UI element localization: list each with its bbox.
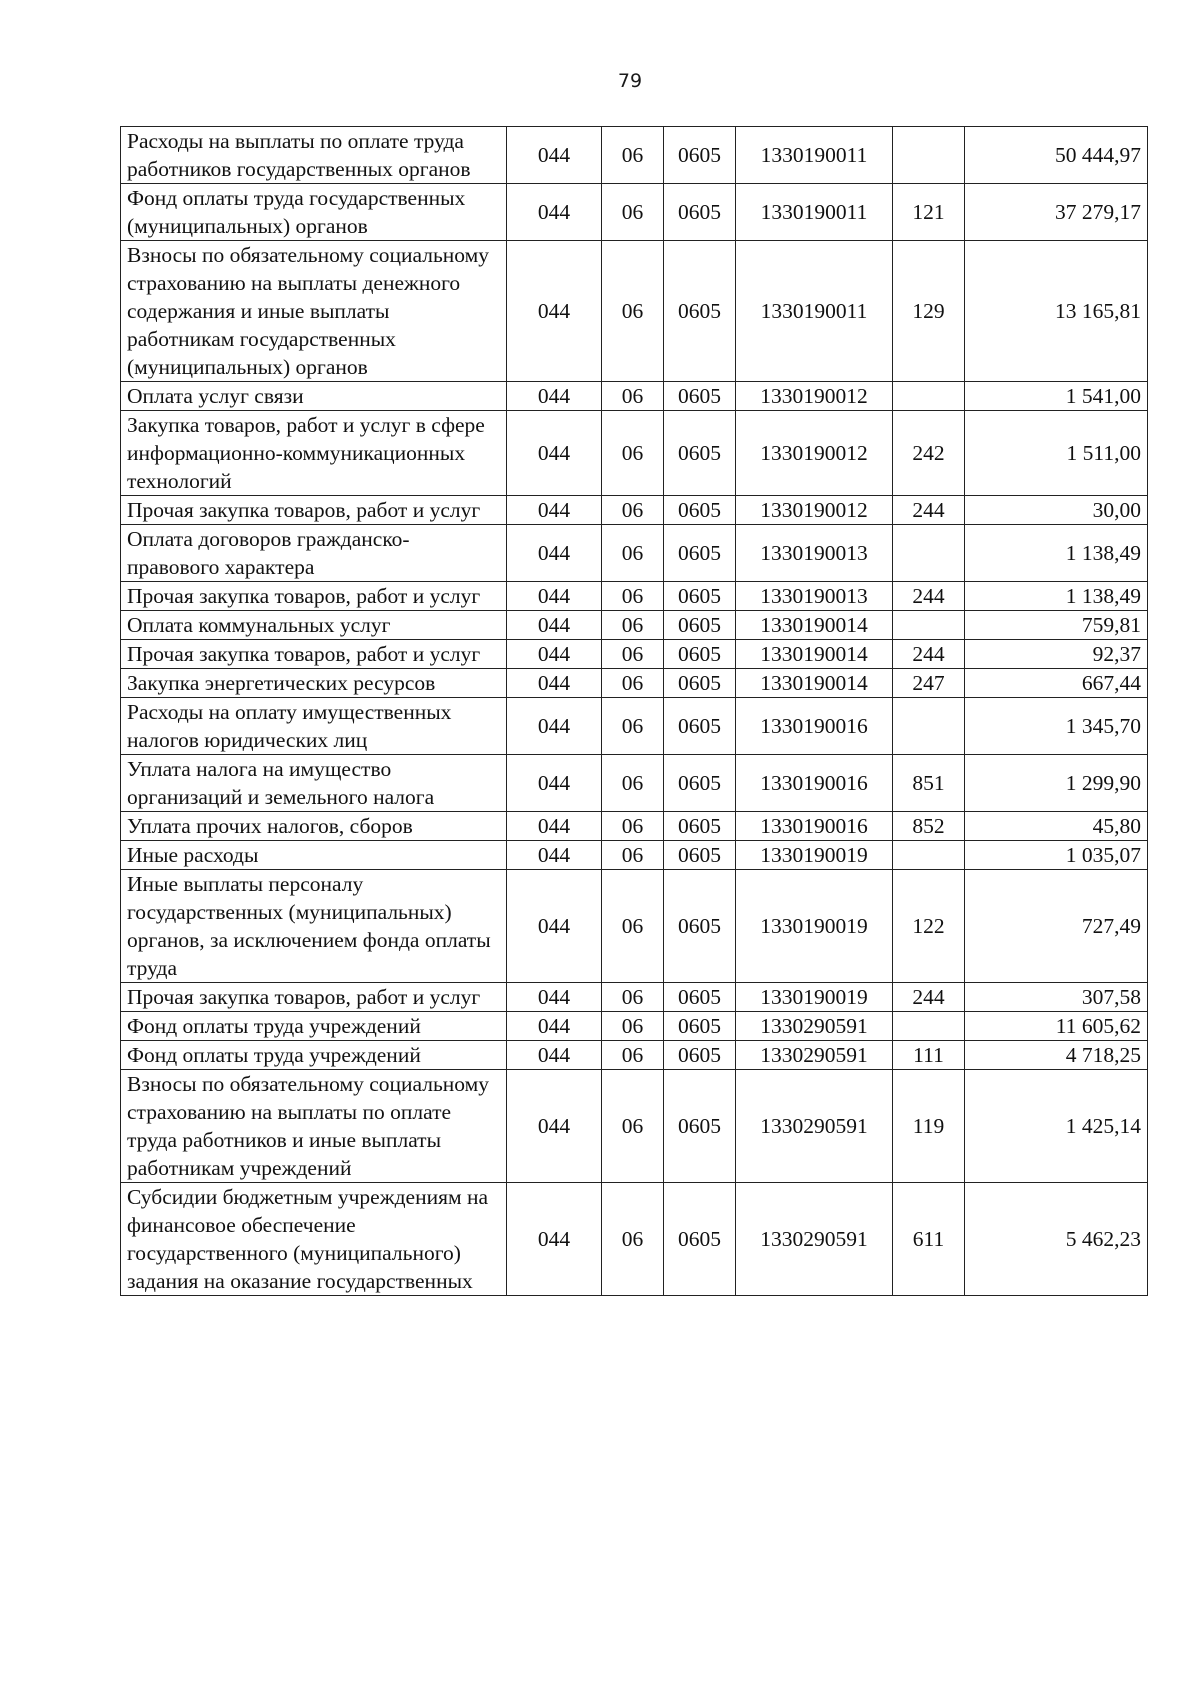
amount-cell: 727,49 xyxy=(965,870,1148,983)
expense-name-cell: Закупка товаров, работ и услуг в сфере информационно-коммуникационных технологий xyxy=(121,411,507,496)
table-row xyxy=(121,1070,1148,1183)
table-row xyxy=(121,411,1148,496)
expense-type-code-cell: 244 xyxy=(893,983,965,1012)
expense-type-code-cell xyxy=(893,382,965,411)
table-row xyxy=(121,127,1148,184)
amount-cell: 667,44 xyxy=(965,669,1148,698)
expense-type-code-cell: 852 xyxy=(893,812,965,841)
amount-cell: 37 279,17 xyxy=(965,184,1148,241)
amount-cell: 1 511,00 xyxy=(965,411,1148,496)
amount-cell: 1 541,00 xyxy=(965,382,1148,411)
target-item-code-cell: 1330190011 xyxy=(736,184,893,241)
budget-table xyxy=(120,126,1148,1296)
section-code-cell: 06 xyxy=(602,983,664,1012)
department-code-cell: 044 xyxy=(507,640,602,669)
expense-type-code-cell xyxy=(893,1012,965,1041)
table-row xyxy=(121,698,1148,755)
expense-name-cell: Иные выплаты персоналу государственных (муниципальных) органов, за исключением фонда оплаты труда xyxy=(121,870,507,983)
section-code-cell: 06 xyxy=(602,1012,664,1041)
subsection-code-cell: 0605 xyxy=(664,669,736,698)
expense-type-code-cell: 851 xyxy=(893,755,965,812)
amount-cell: 1 035,07 xyxy=(965,841,1148,870)
department-code-cell: 044 xyxy=(507,1183,602,1296)
section-code-cell: 06 xyxy=(602,496,664,525)
expense-name-cell: Взносы по обязательному социальному страхованию на выплаты по оплате труда работников и иные выплаты работникам учреждений xyxy=(121,1070,507,1183)
department-code-cell: 044 xyxy=(507,496,602,525)
department-code-cell: 044 xyxy=(507,382,602,411)
amount-cell: 50 444,97 xyxy=(965,127,1148,184)
table-row xyxy=(121,669,1148,698)
expense-name-cell: Прочая закупка товаров, работ и услуг xyxy=(121,496,507,525)
section-code-cell: 06 xyxy=(602,812,664,841)
expense-name-cell: Взносы по обязательному социальному страхованию на выплаты денежного содержания и иные выплаты работникам государственных (муниципальных) органов xyxy=(121,241,507,382)
amount-cell: 1 425,14 xyxy=(965,1070,1148,1183)
department-code-cell: 044 xyxy=(507,611,602,640)
table-row xyxy=(121,1183,1148,1296)
target-item-code-cell: 1330290591 xyxy=(736,1012,893,1041)
target-item-code-cell: 1330290591 xyxy=(736,1183,893,1296)
subsection-code-cell: 0605 xyxy=(664,241,736,382)
target-item-code-cell: 1330190014 xyxy=(736,611,893,640)
target-item-code-cell: 1330190016 xyxy=(736,812,893,841)
table-row xyxy=(121,241,1148,382)
expense-type-code-cell: 242 xyxy=(893,411,965,496)
department-code-cell: 044 xyxy=(507,1012,602,1041)
section-code-cell: 06 xyxy=(602,382,664,411)
section-code-cell: 06 xyxy=(602,241,664,382)
department-code-cell: 044 xyxy=(507,1041,602,1070)
department-code-cell: 044 xyxy=(507,870,602,983)
expense-name-cell: Расходы на оплату имущественных налогов юридических лиц xyxy=(121,698,507,755)
subsection-code-cell: 0605 xyxy=(664,698,736,755)
expense-type-code-cell xyxy=(893,127,965,184)
expense-type-code-cell: 244 xyxy=(893,640,965,669)
amount-cell: 45,80 xyxy=(965,812,1148,841)
section-code-cell: 06 xyxy=(602,127,664,184)
amount-cell: 4 718,25 xyxy=(965,1041,1148,1070)
expense-type-code-cell: 122 xyxy=(893,870,965,983)
expense-name-cell: Уплата налога на имущество организаций и земельного налога xyxy=(121,755,507,812)
expense-name-cell: Фонд оплаты труда государственных (муниципальных) органов xyxy=(121,184,507,241)
expense-name-cell: Фонд оплаты труда учреждений xyxy=(121,1041,507,1070)
amount-cell: 1 299,90 xyxy=(965,755,1148,812)
department-code-cell: 044 xyxy=(507,127,602,184)
table-row xyxy=(121,496,1148,525)
department-code-cell: 044 xyxy=(507,698,602,755)
table-row xyxy=(121,870,1148,983)
target-item-code-cell: 1330190016 xyxy=(736,698,893,755)
target-item-code-cell: 1330290591 xyxy=(736,1070,893,1183)
section-code-cell: 06 xyxy=(602,184,664,241)
subsection-code-cell: 0605 xyxy=(664,582,736,611)
target-item-code-cell: 1330190019 xyxy=(736,870,893,983)
expense-name-cell: Субсидии бюджетным учреждениям на финансовое обеспечение государственного (муниципального) задания на оказание государственных xyxy=(121,1183,507,1296)
subsection-code-cell: 0605 xyxy=(664,870,736,983)
subsection-code-cell: 0605 xyxy=(664,611,736,640)
page-number: 79 xyxy=(617,70,643,92)
table-row xyxy=(121,640,1148,669)
expense-name-cell: Прочая закупка товаров, работ и услуг xyxy=(121,582,507,611)
table-row xyxy=(121,1041,1148,1070)
table-row xyxy=(121,525,1148,582)
expense-name-cell: Прочая закупка товаров, работ и услуг xyxy=(121,983,507,1012)
section-code-cell: 06 xyxy=(602,841,664,870)
section-code-cell: 06 xyxy=(602,411,664,496)
subsection-code-cell: 0605 xyxy=(664,411,736,496)
department-code-cell: 044 xyxy=(507,669,602,698)
table-row xyxy=(121,1012,1148,1041)
expense-type-code-cell: 244 xyxy=(893,496,965,525)
target-item-code-cell: 1330190014 xyxy=(736,640,893,669)
subsection-code-cell: 0605 xyxy=(664,525,736,582)
expense-name-cell: Оплата коммунальных услуг xyxy=(121,611,507,640)
subsection-code-cell: 0605 xyxy=(664,983,736,1012)
expense-name-cell: Фонд оплаты труда учреждений xyxy=(121,1012,507,1041)
department-code-cell: 044 xyxy=(507,241,602,382)
department-code-cell: 044 xyxy=(507,983,602,1012)
table-row xyxy=(121,382,1148,411)
expense-type-code-cell: 611 xyxy=(893,1183,965,1296)
section-code-cell: 06 xyxy=(602,755,664,812)
section-code-cell: 06 xyxy=(602,640,664,669)
amount-cell: 11 605,62 xyxy=(965,1012,1148,1041)
amount-cell: 92,37 xyxy=(965,640,1148,669)
expense-type-code-cell: 119 xyxy=(893,1070,965,1183)
expense-name-cell: Прочая закупка товаров, работ и услуг xyxy=(121,640,507,669)
subsection-code-cell: 0605 xyxy=(664,184,736,241)
expense-type-code-cell: 121 xyxy=(893,184,965,241)
table-row xyxy=(121,812,1148,841)
subsection-code-cell: 0605 xyxy=(664,812,736,841)
table-body xyxy=(121,127,1148,1296)
section-code-cell: 06 xyxy=(602,669,664,698)
subsection-code-cell: 0605 xyxy=(664,1041,736,1070)
department-code-cell: 044 xyxy=(507,1070,602,1183)
expense-name-cell: Иные расходы xyxy=(121,841,507,870)
expense-type-code-cell xyxy=(893,611,965,640)
target-item-code-cell: 1330190013 xyxy=(736,525,893,582)
target-item-code-cell: 1330290591 xyxy=(736,1041,893,1070)
section-code-cell: 06 xyxy=(602,698,664,755)
subsection-code-cell: 0605 xyxy=(664,496,736,525)
expense-name-cell: Закупка энергетических ресурсов xyxy=(121,669,507,698)
expense-name-cell: Расходы на выплаты по оплате труда работников государственных органов xyxy=(121,127,507,184)
section-code-cell: 06 xyxy=(602,1041,664,1070)
section-code-cell: 06 xyxy=(602,611,664,640)
expense-type-code-cell: 244 xyxy=(893,582,965,611)
expense-type-code-cell: 247 xyxy=(893,669,965,698)
amount-cell: 5 462,23 xyxy=(965,1183,1148,1296)
expense-type-code-cell: 111 xyxy=(893,1041,965,1070)
target-item-code-cell: 1330190016 xyxy=(736,755,893,812)
target-item-code-cell: 1330190011 xyxy=(736,127,893,184)
target-item-code-cell: 1330190019 xyxy=(736,841,893,870)
expense-type-code-cell xyxy=(893,525,965,582)
target-item-code-cell: 1330190011 xyxy=(736,241,893,382)
section-code-cell: 06 xyxy=(602,525,664,582)
amount-cell: 13 165,81 xyxy=(965,241,1148,382)
section-code-cell: 06 xyxy=(602,582,664,611)
table-row xyxy=(121,184,1148,241)
section-code-cell: 06 xyxy=(602,1183,664,1296)
subsection-code-cell: 0605 xyxy=(664,1183,736,1296)
department-code-cell: 044 xyxy=(507,755,602,812)
amount-cell: 1 345,70 xyxy=(965,698,1148,755)
table-row xyxy=(121,983,1148,1012)
target-item-code-cell: 1330190013 xyxy=(736,582,893,611)
expense-name-cell: Уплата прочих налогов, сборов xyxy=(121,812,507,841)
target-item-code-cell: 1330190019 xyxy=(736,983,893,1012)
subsection-code-cell: 0605 xyxy=(664,841,736,870)
target-item-code-cell: 1330190012 xyxy=(736,411,893,496)
expense-name-cell: Оплата услуг связи xyxy=(121,382,507,411)
department-code-cell: 044 xyxy=(507,184,602,241)
section-code-cell: 06 xyxy=(602,1070,664,1183)
department-code-cell: 044 xyxy=(507,525,602,582)
expense-type-code-cell xyxy=(893,698,965,755)
amount-cell: 1 138,49 xyxy=(965,582,1148,611)
section-code-cell: 06 xyxy=(602,870,664,983)
subsection-code-cell: 0605 xyxy=(664,127,736,184)
amount-cell: 30,00 xyxy=(965,496,1148,525)
table-row xyxy=(121,755,1148,812)
subsection-code-cell: 0605 xyxy=(664,382,736,411)
department-code-cell: 044 xyxy=(507,812,602,841)
expense-name-cell: Оплата договоров гражданско-правового характера xyxy=(121,525,507,582)
department-code-cell: 044 xyxy=(507,841,602,870)
department-code-cell: 044 xyxy=(507,582,602,611)
target-item-code-cell: 1330190012 xyxy=(736,496,893,525)
table-row xyxy=(121,841,1148,870)
amount-cell: 307,58 xyxy=(965,983,1148,1012)
expense-type-code-cell: 129 xyxy=(893,241,965,382)
amount-cell: 759,81 xyxy=(965,611,1148,640)
department-code-cell: 044 xyxy=(507,411,602,496)
table-row xyxy=(121,611,1148,640)
amount-cell: 1 138,49 xyxy=(965,525,1148,582)
subsection-code-cell: 0605 xyxy=(664,1070,736,1183)
table-row xyxy=(121,582,1148,611)
target-item-code-cell: 1330190012 xyxy=(736,382,893,411)
target-item-code-cell: 1330190014 xyxy=(736,669,893,698)
subsection-code-cell: 0605 xyxy=(664,1012,736,1041)
subsection-code-cell: 0605 xyxy=(664,755,736,812)
expense-type-code-cell xyxy=(893,841,965,870)
subsection-code-cell: 0605 xyxy=(664,640,736,669)
